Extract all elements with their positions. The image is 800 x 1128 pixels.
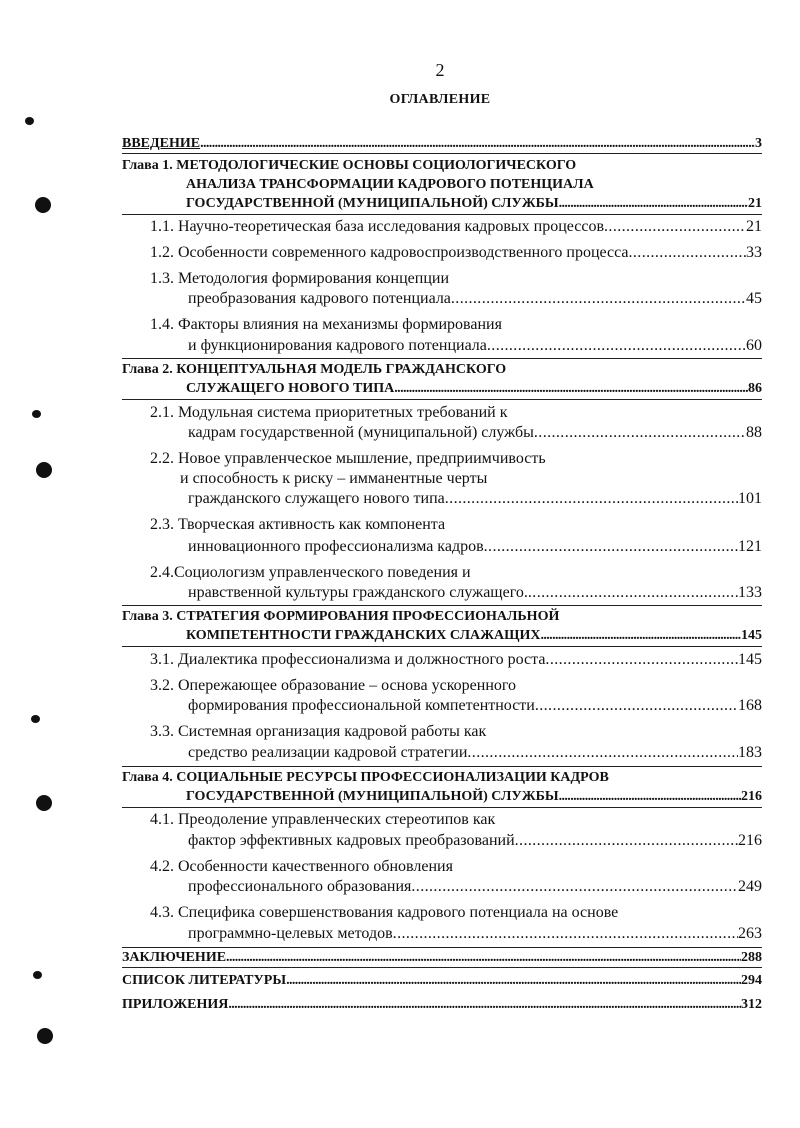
toc-entry-label: ПРИЛОЖЕНИЯ <box>122 997 229 1012</box>
toc-entry-3-3[interactable] <box>188 744 762 762</box>
chapter-2-title-line-1[interactable]: Глава 2. КОНЦЕПТУАЛЬНАЯ МОДЕЛЬ ГРАЖДАНСКОГО <box>122 362 507 377</box>
scan-speck <box>33 971 42 979</box>
dot-leader <box>228 997 741 1013</box>
toc-entry-label: и функционирования кадрового потенциала <box>188 337 487 354</box>
toc-entry-2-3[interactable] <box>188 538 762 556</box>
toc-entry-label: СПИСОК ЛИТЕРАТУРЫ <box>122 973 287 988</box>
divider <box>122 358 762 359</box>
toc-entry-label: ВВЕДЕНИЕ <box>122 136 201 151</box>
toc-entry-label: ЗАКЛЮЧЕНИЕ <box>122 950 227 965</box>
dot-leader <box>411 878 738 896</box>
toc-entry-page: 145 <box>741 628 762 643</box>
toc-entry-intro[interactable] <box>122 136 762 152</box>
toc-entry-label: 1.1. Научно-теоретическая база исследования кадровых процессов <box>150 218 605 235</box>
toc-entry-4-2-line-1[interactable]: 4.2. Особенности качественного обновления <box>150 858 453 875</box>
toc-entry-page: 263 <box>738 925 762 942</box>
divider <box>122 646 762 647</box>
toc-entry-4-3-line-1[interactable]: 4.3. Специфика совершенствования кадрового потенциала на основе <box>150 904 619 921</box>
dot-leader <box>535 697 738 715</box>
dot-leader <box>559 196 748 212</box>
toc-entry-page: 21 <box>748 196 762 211</box>
binder-hole <box>37 1028 53 1044</box>
toc-entry-page: 183 <box>738 744 762 761</box>
toc-entry-2-2-line-2[interactable]: и способность к риску – имманентные черты <box>180 470 488 487</box>
dot-leader <box>226 950 741 966</box>
toc-entry-chapter-1[interactable] <box>186 196 762 212</box>
toc-entry-page: 121 <box>738 538 762 555</box>
toc-entry-page: 101 <box>738 490 762 507</box>
toc-entry-2-1-line-1[interactable]: 2.1. Модульная система приоритетных требований к <box>150 404 508 421</box>
dot-leader <box>604 218 746 236</box>
divider <box>122 605 762 606</box>
toc-entry-label: гражданского служащего нового типа <box>188 490 445 507</box>
toc-entry-label: средство реализации кадровой стратегии <box>188 744 468 761</box>
toc-entry-page: 3 <box>755 136 762 151</box>
toc-title: ОГЛАВЛЕНИЕ <box>389 92 491 107</box>
divider <box>122 399 762 400</box>
toc-entry-3-2[interactable] <box>188 697 762 715</box>
dot-leader <box>393 925 738 943</box>
toc-entry-label: программно-целевых методов <box>188 925 393 942</box>
toc-entry-1-1[interactable] <box>150 218 762 236</box>
toc-entry-page: 249 <box>738 878 762 895</box>
toc-entry-2-3-line-1[interactable]: 2.3. Творческая активность как компонента <box>150 516 446 533</box>
toc-entry-literature[interactable] <box>122 973 762 989</box>
toc-entry-2-4-line-1[interactable]: 2.4.Социологизм управленческого поведения и <box>150 564 471 581</box>
toc-entry-page: 288 <box>741 950 762 965</box>
toc-entry-appendices[interactable] <box>122 997 762 1013</box>
toc-entry-page: 216 <box>738 832 762 849</box>
toc-entry-page: 45 <box>746 290 762 307</box>
toc-entry-label: нравственной культуры гражданского служащего. <box>188 584 528 601</box>
toc-entry-label: 3.1. Диалектика профессионализма и должностного роста <box>150 651 546 668</box>
toc-entry-page: 21 <box>746 218 762 235</box>
toc-entry-label: формирования профессиональной компетентности <box>188 697 535 714</box>
toc-entry-page: 145 <box>738 651 762 668</box>
binder-hole <box>36 462 52 478</box>
toc-entry-label: фактор эффективных кадровых преобразований <box>188 832 515 849</box>
page-number: 2 <box>435 60 445 80</box>
scan-speck <box>31 715 40 723</box>
toc-entry-page: 86 <box>748 381 762 396</box>
divider <box>122 947 762 948</box>
dot-leader <box>200 136 755 152</box>
toc-entry-3-1[interactable] <box>150 651 762 669</box>
toc-entry-4-3[interactable] <box>188 925 762 943</box>
chapter-1-title-line-3: ГОСУДАРСТВЕННОЙ (МУНИЦИПАЛЬНОЙ) СЛУЖБЫ <box>186 196 559 211</box>
chapter-3-title-line-2: КОМПЕТЕНТНОСТИ ГРАЖДАНСКИХ СЛАЖАЩИХ <box>186 628 541 643</box>
dot-leader <box>445 490 738 508</box>
chapter-2-title-line-2: СЛУЖАЩЕГО НОВОГО ТИПА <box>186 381 395 396</box>
toc-entry-3-3-line-1[interactable]: 3.3. Системная организация кадровой работы как <box>150 723 487 740</box>
toc-entry-2-1[interactable] <box>188 424 762 442</box>
toc-entry-chapter-2[interactable] <box>186 381 762 397</box>
dot-leader <box>515 832 738 850</box>
toc-entry-1-2[interactable] <box>150 244 762 262</box>
toc-entry-conclusion[interactable] <box>122 950 762 966</box>
toc-entry-page: 216 <box>741 789 762 804</box>
dot-leader <box>629 244 747 262</box>
dot-leader <box>451 290 746 308</box>
scan-speck <box>32 410 41 418</box>
dot-leader <box>484 538 738 556</box>
toc-entry-2-2-line-1[interactable]: 2.2. Новое управленческое мышление, предприимчивость <box>150 450 546 467</box>
chapter-1-title-line-1[interactable]: Глава 1. МЕТОДОЛОГИЧЕСКИЕ ОСНОВЫ СОЦИОЛОГИЧЕСКОГО <box>122 158 577 173</box>
dot-leader <box>286 973 741 989</box>
divider <box>122 766 762 767</box>
chapter-4-title-line-1[interactable]: Глава 4. СОЦИАЛЬНЫЕ РЕСУРСЫ ПРОФЕССИОНАЛИЗАЦИИ КАДРОВ <box>122 770 609 785</box>
dot-leader <box>540 628 741 644</box>
toc-entry-label: кадрам государственной (муниципальной) службы <box>188 424 534 441</box>
toc-entry-page: 133 <box>738 584 762 601</box>
toc-entry-2-4[interactable] <box>188 584 762 602</box>
toc-entry-1-3-line-1[interactable]: 1.3. Методология формирования концепции <box>150 270 450 287</box>
toc-entry-page: 294 <box>741 973 762 988</box>
chapter-1-title-line-2[interactable]: АНАЛИЗА ТРАНСФОРМАЦИИ КАДРОВОГО ПОТЕНЦИАЛА <box>186 177 594 192</box>
dot-leader <box>559 789 741 805</box>
toc-entry-4-2[interactable] <box>188 878 762 896</box>
divider <box>122 214 762 215</box>
toc-entry-page: 33 <box>746 244 762 261</box>
dot-leader <box>545 651 738 669</box>
toc-entry-1-4-line-1[interactable]: 1.4. Факторы влияния на механизмы формирования <box>150 316 502 333</box>
toc-entry-page: 88 <box>746 424 762 441</box>
dot-leader <box>487 337 746 355</box>
dot-leader <box>467 744 738 762</box>
toc-entry-chapter-3[interactable] <box>186 628 762 644</box>
toc-entry-2-2[interactable] <box>188 490 762 508</box>
chapter-3-title-line-1[interactable]: Глава 3. СТРАТЕГИЯ ФОРМИРОВАНИЯ ПРОФЕССИОНАЛЬНОЙ <box>122 609 560 624</box>
toc-entry-3-2-line-1[interactable]: 3.2. Опережающее образование – основа ускоренного <box>150 677 517 694</box>
chapter-4-title-line-2: ГОСУДАРСТВЕННОЙ (МУНИЦИПАЛЬНОЙ) СЛУЖБЫ <box>186 789 559 804</box>
binder-hole <box>35 197 51 213</box>
divider <box>122 807 762 808</box>
toc-entry-chapter-4[interactable] <box>186 789 762 805</box>
toc-entry-1-4[interactable] <box>188 337 762 355</box>
divider <box>122 153 762 154</box>
toc-entry-label: профессионального образования <box>188 878 412 895</box>
toc-entry-label: 1.2. Особенности современного кадровоспроизводственного процесса <box>150 244 629 261</box>
dot-leader <box>394 381 748 397</box>
toc-entry-label: преобразования кадрового потенциала <box>188 290 451 307</box>
binder-hole <box>36 795 52 811</box>
toc-entry-4-1-line-1[interactable]: 4.1. Преодоление управленческих стереотипов как <box>150 811 496 828</box>
toc-entry-4-1[interactable] <box>188 832 762 850</box>
scan-speck <box>25 117 34 125</box>
dot-leader <box>528 584 738 602</box>
toc-entry-label: инновационного профессионализма кадров <box>188 538 484 555</box>
toc-entry-page: 60 <box>746 337 762 354</box>
toc-entry-page: 312 <box>741 997 762 1012</box>
divider <box>122 967 762 968</box>
dot-leader <box>534 424 746 442</box>
toc-entry-1-3[interactable] <box>188 290 762 308</box>
toc-entry-page: 168 <box>738 697 762 714</box>
